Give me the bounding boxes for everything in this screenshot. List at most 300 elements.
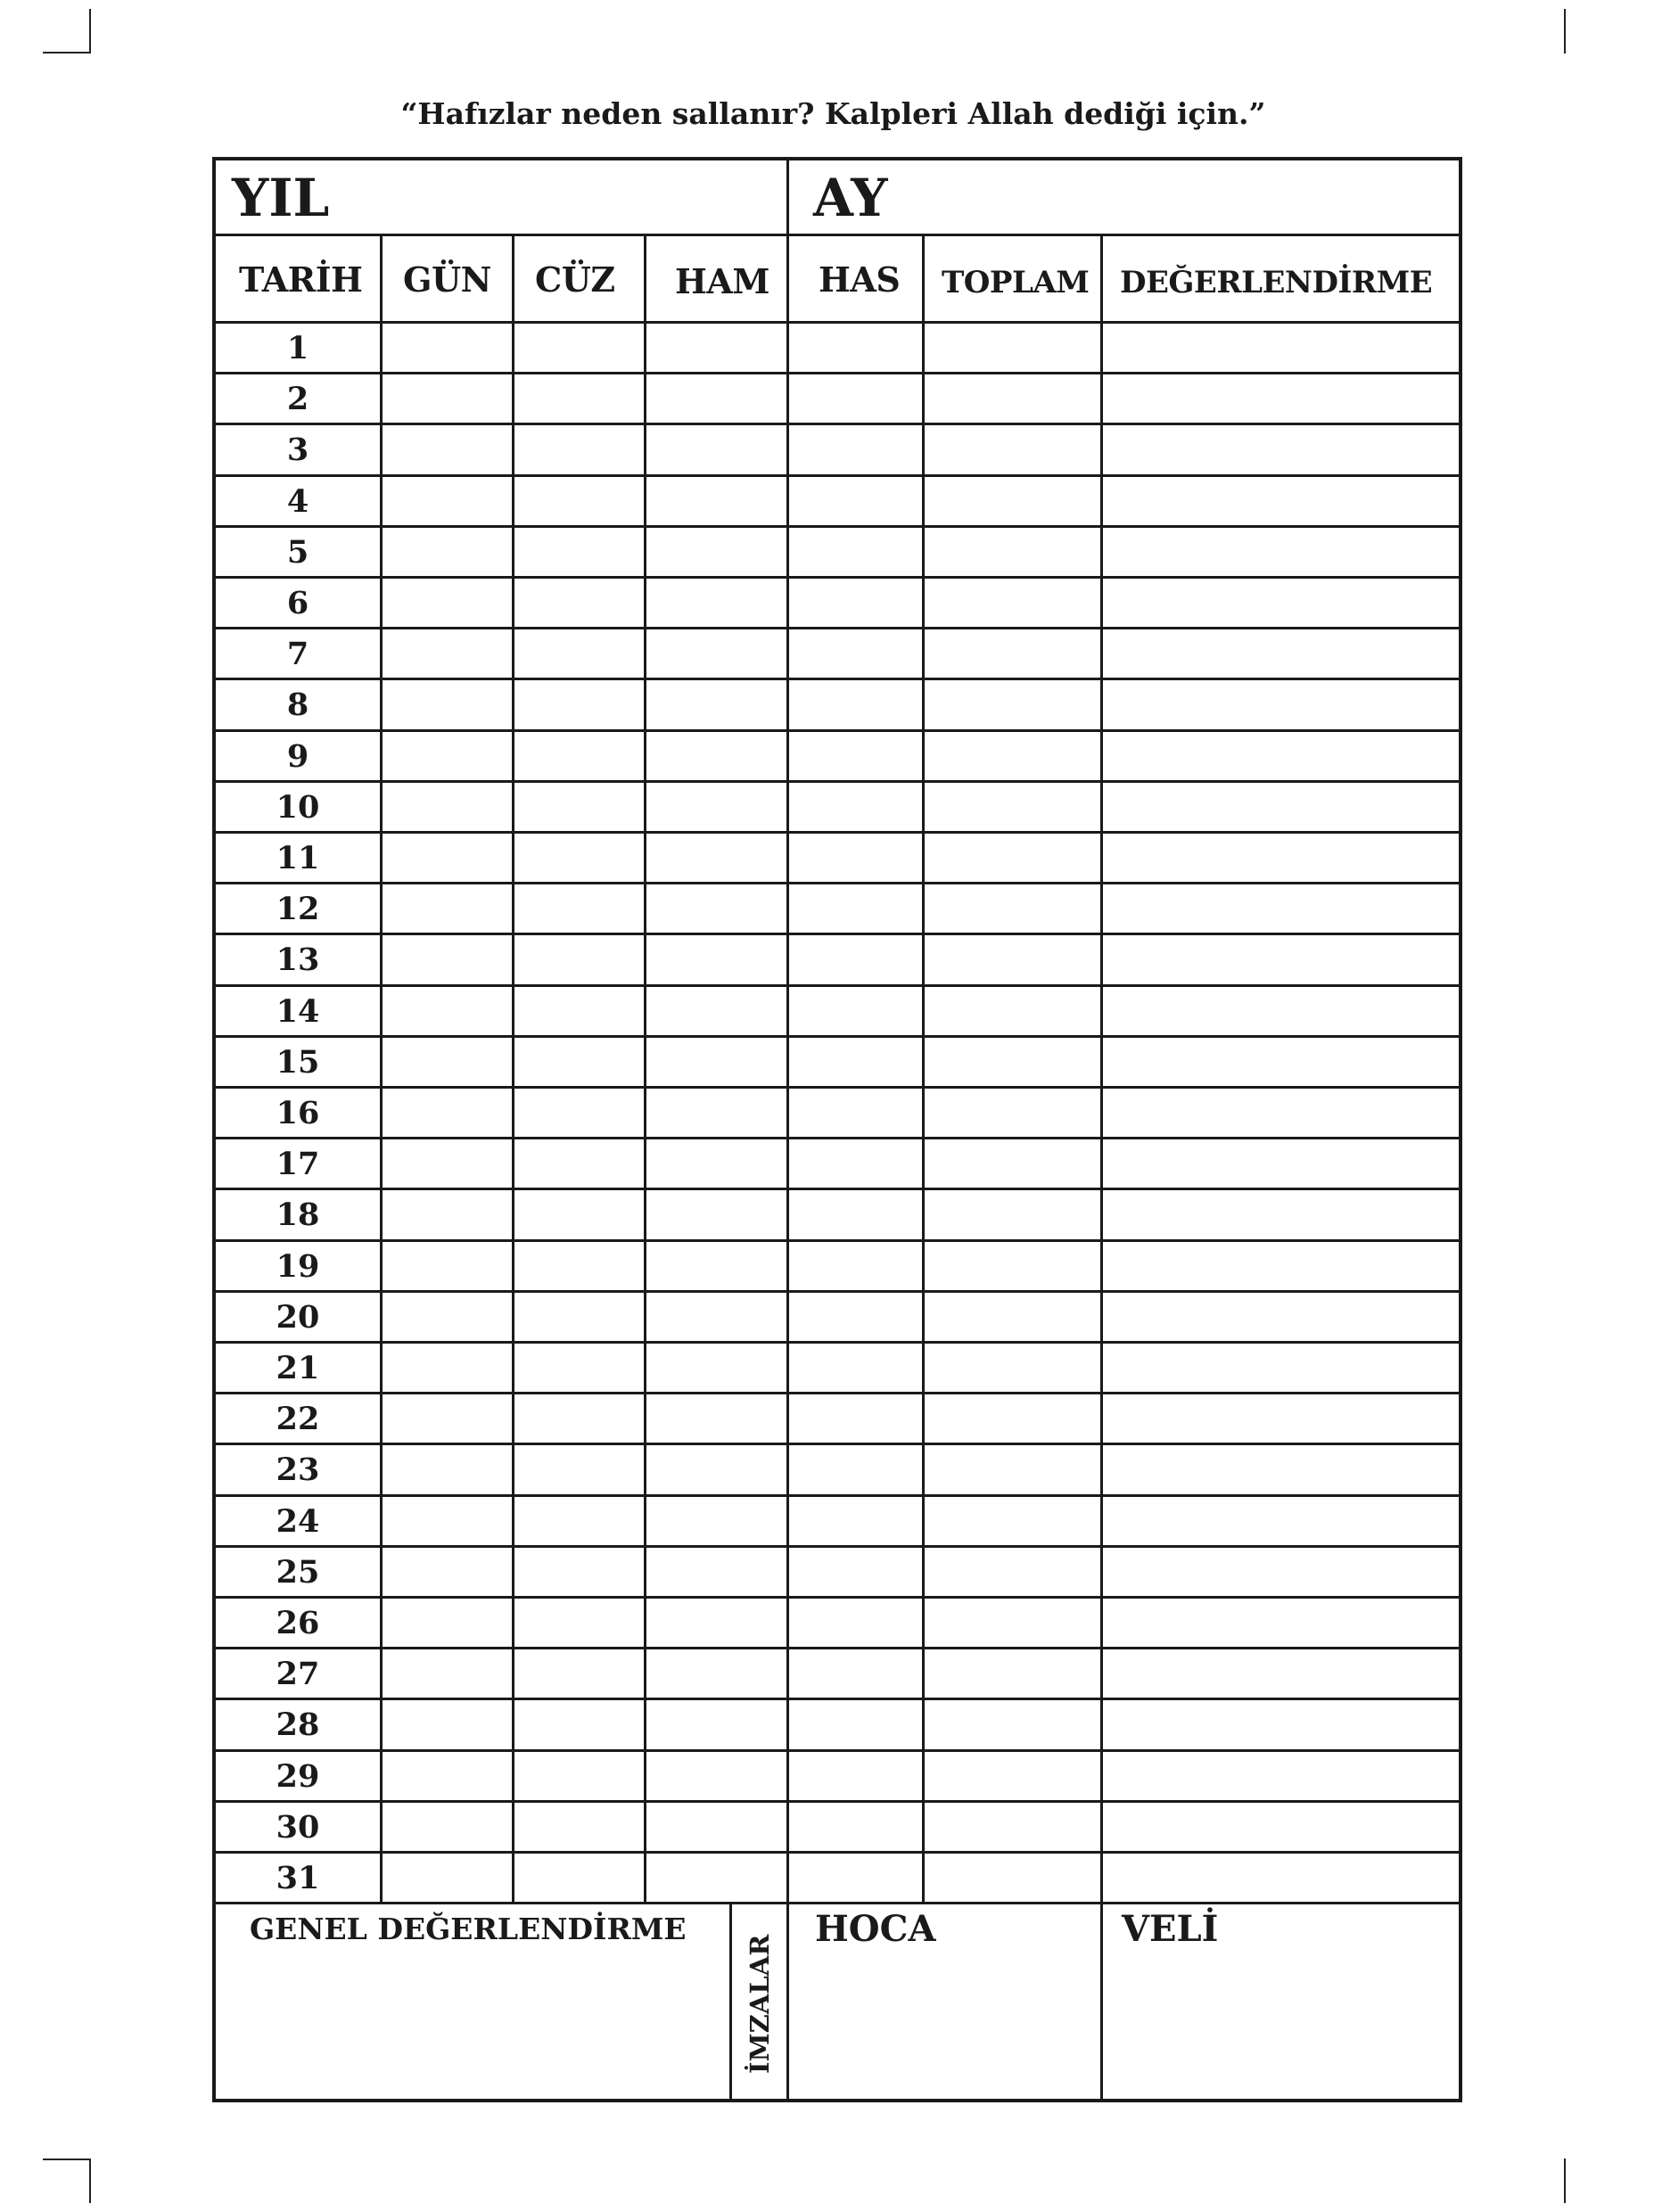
table-row xyxy=(216,1496,1459,1547)
cell-evaluation[interactable] xyxy=(1103,1598,1459,1649)
day-number: 17 xyxy=(276,1146,320,1182)
cell-total[interactable] xyxy=(925,424,1100,475)
day-number: 26 xyxy=(276,1605,320,1641)
cell-evaluation[interactable] xyxy=(1103,1547,1459,1598)
cell-juz[interactable] xyxy=(514,679,644,730)
cell-day[interactable] xyxy=(383,731,512,782)
cell-day[interactable] xyxy=(383,1444,512,1495)
cell-net[interactable] xyxy=(789,323,922,374)
cell-day[interactable] xyxy=(383,934,512,985)
cell-juz[interactable] xyxy=(514,476,644,527)
day-number: 20 xyxy=(276,1299,320,1336)
day-number: 1 xyxy=(286,330,309,366)
cell-raw[interactable] xyxy=(646,1598,786,1649)
cell-day[interactable] xyxy=(383,476,512,527)
cell-total[interactable] xyxy=(925,1802,1100,1853)
cell-evaluation[interactable] xyxy=(1103,527,1459,578)
table-row xyxy=(216,1189,1459,1240)
cell-net[interactable] xyxy=(789,986,922,1037)
cell-total[interactable] xyxy=(925,1853,1100,1904)
cell-total[interactable] xyxy=(925,1343,1100,1394)
cell-raw[interactable] xyxy=(646,1394,786,1444)
table-row xyxy=(216,1649,1459,1699)
day-number: 2 xyxy=(286,381,309,417)
cell-net[interactable] xyxy=(789,1292,922,1343)
cell-total[interactable] xyxy=(925,731,1100,782)
cell-day[interactable] xyxy=(383,1037,512,1088)
cell-net[interactable] xyxy=(789,1139,922,1189)
cell-evaluation[interactable] xyxy=(1103,1699,1459,1750)
cell-net[interactable] xyxy=(789,527,922,578)
cell-day[interactable] xyxy=(383,1343,512,1394)
row-divider xyxy=(216,1800,1459,1803)
cell-net[interactable] xyxy=(789,1649,922,1699)
parent-signature-field[interactable] xyxy=(1107,1953,1459,2095)
cell-day[interactable] xyxy=(383,323,512,374)
cell-day[interactable] xyxy=(383,578,512,629)
cell-day[interactable] xyxy=(383,1802,512,1853)
cell-net[interactable] xyxy=(789,679,922,730)
table-row xyxy=(216,374,1459,424)
row-divider xyxy=(216,1545,1459,1548)
cell-total[interactable] xyxy=(925,782,1100,833)
table-row xyxy=(216,629,1459,679)
day-number: 29 xyxy=(276,1758,320,1795)
month-field[interactable] xyxy=(920,160,1455,234)
table-row xyxy=(216,1037,1459,1088)
signatures-label: İMZALAR xyxy=(745,1934,775,2074)
day-number: 16 xyxy=(276,1095,320,1131)
row-divider xyxy=(216,1494,1459,1497)
cell-net[interactable] xyxy=(789,1751,922,1802)
cell-total[interactable] xyxy=(925,1496,1100,1547)
cell-total[interactable] xyxy=(925,323,1100,374)
cell-juz[interactable] xyxy=(514,1496,644,1547)
cell-raw[interactable] xyxy=(646,731,786,782)
cell-juz[interactable] xyxy=(514,1394,644,1444)
cell-evaluation[interactable] xyxy=(1103,323,1459,374)
day-number: 25 xyxy=(276,1554,320,1591)
cell-day[interactable] xyxy=(383,986,512,1037)
cell-total[interactable] xyxy=(925,1598,1100,1649)
cell-day[interactable] xyxy=(383,424,512,475)
table-row xyxy=(216,679,1459,730)
cell-raw[interactable] xyxy=(646,679,786,730)
table-row xyxy=(216,1088,1459,1139)
table-row xyxy=(216,1547,1459,1598)
cell-evaluation[interactable] xyxy=(1103,1343,1459,1394)
cell-evaluation[interactable] xyxy=(1103,629,1459,679)
cell-evaluation[interactable] xyxy=(1103,1853,1459,1904)
row-divider xyxy=(216,372,1459,374)
cell-total[interactable] xyxy=(925,629,1100,679)
day-number: 18 xyxy=(276,1196,320,1233)
cell-juz[interactable] xyxy=(514,1241,644,1292)
cell-net[interactable] xyxy=(789,1241,922,1292)
cell-day[interactable] xyxy=(383,1853,512,1904)
cell-raw[interactable] xyxy=(646,629,786,679)
row-divider xyxy=(216,1749,1459,1752)
page-quote: “Hafızlar neden sallanır? Kalpleri Allah dediği için.” xyxy=(400,96,1266,131)
column-divider xyxy=(512,234,514,1902)
cell-day[interactable] xyxy=(383,1751,512,1802)
cell-raw[interactable] xyxy=(646,323,786,374)
row-divider xyxy=(216,1851,1459,1854)
cell-raw[interactable] xyxy=(646,1343,786,1394)
cell-day[interactable] xyxy=(383,833,512,884)
cell-evaluation[interactable] xyxy=(1103,1802,1459,1853)
day-number: 13 xyxy=(276,942,320,978)
cell-total[interactable] xyxy=(925,1241,1100,1292)
cell-evaluation[interactable] xyxy=(1103,1292,1459,1343)
cell-juz[interactable] xyxy=(514,1088,644,1139)
cell-net[interactable] xyxy=(789,1699,922,1750)
daily-tracking-form xyxy=(212,157,1462,2102)
day-number: 19 xyxy=(276,1248,320,1285)
cell-evaluation[interactable] xyxy=(1103,1139,1459,1189)
cell-raw[interactable] xyxy=(646,884,786,934)
cell-juz[interactable] xyxy=(514,1751,644,1802)
row-divider xyxy=(216,525,1459,528)
row-divider xyxy=(216,1086,1459,1089)
cell-evaluation[interactable] xyxy=(1103,731,1459,782)
cell-raw[interactable] xyxy=(646,1802,786,1853)
crop-mark-top-right-vertical xyxy=(1564,9,1566,53)
column-divider xyxy=(922,234,925,1902)
table-row xyxy=(216,1802,1459,1853)
day-number: 8 xyxy=(286,687,309,723)
cell-evaluation[interactable] xyxy=(1103,1088,1459,1139)
cell-raw[interactable] xyxy=(646,1547,786,1598)
cell-net[interactable] xyxy=(789,1598,922,1649)
cell-juz[interactable] xyxy=(514,1699,644,1750)
cell-juz[interactable] xyxy=(514,1189,644,1240)
cell-raw[interactable] xyxy=(646,1699,786,1750)
cell-day[interactable] xyxy=(383,1189,512,1240)
header-divider xyxy=(216,234,1459,236)
row-divider xyxy=(216,882,1459,884)
teacher-signature-label: HOCA xyxy=(815,1908,936,1950)
row-divider xyxy=(216,1188,1459,1190)
cell-evaluation[interactable] xyxy=(1103,1444,1459,1495)
cell-evaluation[interactable] xyxy=(1103,1496,1459,1547)
cell-raw[interactable] xyxy=(646,833,786,884)
day-number: 11 xyxy=(276,840,320,876)
table-row xyxy=(216,1751,1459,1802)
cell-day[interactable] xyxy=(383,1699,512,1750)
row-divider xyxy=(216,729,1459,732)
cell-evaluation[interactable] xyxy=(1103,476,1459,527)
cell-raw[interactable] xyxy=(646,1292,786,1343)
table-row xyxy=(216,1241,1459,1292)
cell-day[interactable] xyxy=(383,1496,512,1547)
cell-day[interactable] xyxy=(383,1241,512,1292)
cell-juz[interactable] xyxy=(514,1139,644,1189)
table-row xyxy=(216,884,1459,934)
column-divider xyxy=(644,234,646,1902)
general-evaluation-field[interactable] xyxy=(216,1953,729,2095)
cell-evaluation[interactable] xyxy=(1103,374,1459,424)
cell-day[interactable] xyxy=(383,782,512,833)
cell-juz[interactable] xyxy=(514,731,644,782)
cell-evaluation[interactable] xyxy=(1103,1751,1459,1802)
cell-net[interactable] xyxy=(789,731,922,782)
cell-raw[interactable] xyxy=(646,986,786,1037)
row-divider xyxy=(216,678,1459,680)
cell-juz[interactable] xyxy=(514,1292,644,1343)
cell-net[interactable] xyxy=(789,578,922,629)
cell-total[interactable] xyxy=(925,833,1100,884)
cell-evaluation[interactable] xyxy=(1103,679,1459,730)
cell-total[interactable] xyxy=(925,527,1100,578)
crop-mark-bottom-right-vertical xyxy=(1564,2159,1566,2203)
cell-total[interactable] xyxy=(925,1037,1100,1088)
cell-net[interactable] xyxy=(789,1802,922,1853)
cell-raw[interactable] xyxy=(646,1444,786,1495)
day-number: 14 xyxy=(276,993,320,1030)
cell-net[interactable] xyxy=(789,1343,922,1394)
table-row xyxy=(216,986,1459,1037)
cell-evaluation[interactable] xyxy=(1103,578,1459,629)
cell-evaluation[interactable] xyxy=(1103,833,1459,884)
table-row xyxy=(216,731,1459,782)
cell-evaluation[interactable] xyxy=(1103,1394,1459,1444)
cell-total[interactable] xyxy=(925,1547,1100,1598)
day-number: 21 xyxy=(276,1350,320,1386)
cell-evaluation[interactable] xyxy=(1103,884,1459,934)
cell-raw[interactable] xyxy=(646,1649,786,1699)
cell-day[interactable] xyxy=(383,884,512,934)
cell-juz[interactable] xyxy=(514,323,644,374)
cell-day[interactable] xyxy=(383,679,512,730)
cell-juz[interactable] xyxy=(514,1343,644,1394)
cell-raw[interactable] xyxy=(646,527,786,578)
cell-day[interactable] xyxy=(383,374,512,424)
column-header-day: GÜN xyxy=(403,259,491,300)
day-number: 23 xyxy=(276,1451,320,1488)
cell-net[interactable] xyxy=(789,1037,922,1088)
day-number: 12 xyxy=(276,891,320,927)
row-divider xyxy=(216,1239,1459,1242)
cell-net[interactable] xyxy=(789,1547,922,1598)
day-number: 28 xyxy=(276,1706,320,1743)
cell-juz[interactable] xyxy=(514,1444,644,1495)
cell-day[interactable] xyxy=(383,1292,512,1343)
cell-juz[interactable] xyxy=(514,833,644,884)
cell-day[interactable] xyxy=(383,1598,512,1649)
cell-total[interactable] xyxy=(925,884,1100,934)
cell-total[interactable] xyxy=(925,1189,1100,1240)
cell-day[interactable] xyxy=(383,527,512,578)
column-header-juz: CÜZ xyxy=(535,259,615,300)
cell-total[interactable] xyxy=(925,1751,1100,1802)
row-divider xyxy=(216,831,1459,834)
table-row xyxy=(216,1444,1459,1495)
cell-raw[interactable] xyxy=(646,476,786,527)
cell-evaluation[interactable] xyxy=(1103,782,1459,833)
cell-total[interactable] xyxy=(925,578,1100,629)
cell-net[interactable] xyxy=(789,782,922,833)
table-row xyxy=(216,1598,1459,1649)
row-divider xyxy=(216,984,1459,987)
table-row xyxy=(216,1292,1459,1343)
cell-net[interactable] xyxy=(789,476,922,527)
cell-day[interactable] xyxy=(383,1547,512,1598)
cell-net[interactable] xyxy=(789,1496,922,1547)
day-number: 24 xyxy=(276,1503,320,1540)
cell-net[interactable] xyxy=(789,884,922,934)
column-header-net: HAS xyxy=(819,259,901,300)
cell-net[interactable] xyxy=(789,1853,922,1904)
cell-total[interactable] xyxy=(925,986,1100,1037)
footer-divider-signatures-left xyxy=(729,1902,732,2099)
cell-evaluation[interactable] xyxy=(1103,1189,1459,1240)
table-row xyxy=(216,424,1459,475)
cell-juz[interactable] xyxy=(514,1547,644,1598)
table-row xyxy=(216,833,1459,884)
general-evaluation-label: GENEL DEĞERLENDİRME xyxy=(250,1912,687,1946)
cell-evaluation[interactable] xyxy=(1103,1241,1459,1292)
cell-juz[interactable] xyxy=(514,1649,644,1699)
row-divider xyxy=(216,1035,1459,1038)
footer-divider-signatures-right xyxy=(786,1902,789,2099)
cell-evaluation[interactable] xyxy=(1103,1649,1459,1699)
cell-juz[interactable] xyxy=(514,934,644,985)
cell-raw[interactable] xyxy=(646,1189,786,1240)
cell-raw[interactable] xyxy=(646,1088,786,1139)
column-header-evaluation: DEĞERLENDİRME xyxy=(1120,265,1433,300)
cell-day[interactable] xyxy=(383,1139,512,1189)
row-divider xyxy=(216,627,1459,629)
cell-raw[interactable] xyxy=(646,1241,786,1292)
day-number: 22 xyxy=(276,1401,320,1437)
cell-net[interactable] xyxy=(789,1088,922,1139)
cell-raw[interactable] xyxy=(646,1037,786,1088)
cell-net[interactable] xyxy=(789,1444,922,1495)
cell-day[interactable] xyxy=(383,1649,512,1699)
cell-juz[interactable] xyxy=(514,1802,644,1853)
cell-raw[interactable] xyxy=(646,1496,786,1547)
cell-raw[interactable] xyxy=(646,374,786,424)
cell-net[interactable] xyxy=(789,374,922,424)
cell-total[interactable] xyxy=(925,1444,1100,1495)
cell-total[interactable] xyxy=(925,374,1100,424)
day-number: 30 xyxy=(276,1809,320,1846)
year-label: YIL xyxy=(232,168,330,228)
table-row xyxy=(216,527,1459,578)
row-divider xyxy=(216,1392,1459,1394)
cell-evaluation[interactable] xyxy=(1103,934,1459,985)
cell-juz[interactable] xyxy=(514,782,644,833)
cell-net[interactable] xyxy=(789,629,922,679)
cell-juz[interactable] xyxy=(514,986,644,1037)
row-divider xyxy=(216,1443,1459,1445)
row-divider xyxy=(216,1341,1459,1344)
cell-juz[interactable] xyxy=(514,424,644,475)
cell-total[interactable] xyxy=(925,1088,1100,1139)
day-number: 31 xyxy=(276,1860,320,1896)
column-header-date: TARİH xyxy=(239,259,363,300)
day-number: 9 xyxy=(286,738,309,775)
day-number: 4 xyxy=(286,483,309,520)
cell-raw[interactable] xyxy=(646,782,786,833)
table-row xyxy=(216,1139,1459,1189)
crop-mark-bottom-left-horizontal xyxy=(43,2159,91,2160)
cell-total[interactable] xyxy=(925,1139,1100,1189)
day-number: 7 xyxy=(286,636,309,672)
footer-divider-teacher-parent xyxy=(1100,1902,1103,2099)
table-row xyxy=(216,578,1459,629)
row-divider xyxy=(216,1290,1459,1293)
day-number: 3 xyxy=(286,432,309,468)
column-divider xyxy=(380,234,383,1902)
cell-juz[interactable] xyxy=(514,527,644,578)
cell-juz[interactable] xyxy=(514,884,644,934)
month-label: AY xyxy=(813,168,888,228)
cell-evaluation[interactable] xyxy=(1103,1037,1459,1088)
table-row xyxy=(216,323,1459,374)
cell-raw[interactable] xyxy=(646,578,786,629)
parent-signature-label: VELİ xyxy=(1122,1908,1219,1950)
cell-day[interactable] xyxy=(383,1088,512,1139)
table-row xyxy=(216,476,1459,527)
cell-total[interactable] xyxy=(925,1292,1100,1343)
cell-juz[interactable] xyxy=(514,1853,644,1904)
cell-total[interactable] xyxy=(925,679,1100,730)
cell-day[interactable] xyxy=(383,1394,512,1444)
row-divider xyxy=(216,1647,1459,1649)
column-header-divider xyxy=(216,321,1459,324)
cell-raw[interactable] xyxy=(646,934,786,985)
row-divider xyxy=(216,474,1459,477)
cell-juz[interactable] xyxy=(514,374,644,424)
row-divider xyxy=(216,1698,1459,1700)
cell-net[interactable] xyxy=(789,424,922,475)
row-divider xyxy=(216,1596,1459,1599)
day-number: 10 xyxy=(276,789,320,826)
cell-evaluation[interactable] xyxy=(1103,424,1459,475)
cell-raw[interactable] xyxy=(646,1751,786,1802)
cell-net[interactable] xyxy=(789,833,922,884)
cell-juz[interactable] xyxy=(514,578,644,629)
cell-total[interactable] xyxy=(925,1394,1100,1444)
row-divider xyxy=(216,780,1459,783)
table-row xyxy=(216,1699,1459,1750)
cell-total[interactable] xyxy=(925,1699,1100,1750)
cell-day[interactable] xyxy=(383,629,512,679)
cell-raw[interactable] xyxy=(646,1853,786,1904)
cell-net[interactable] xyxy=(789,1394,922,1444)
table-row xyxy=(216,1394,1459,1444)
cell-total[interactable] xyxy=(925,934,1100,985)
cell-total[interactable] xyxy=(925,1649,1100,1699)
cell-juz[interactable] xyxy=(514,629,644,679)
cell-evaluation[interactable] xyxy=(1103,986,1459,1037)
day-number: 6 xyxy=(286,585,309,621)
cell-raw[interactable] xyxy=(646,1139,786,1189)
year-field[interactable] xyxy=(372,160,773,234)
day-number: 15 xyxy=(276,1044,320,1081)
cell-net[interactable] xyxy=(789,1189,922,1240)
cell-raw[interactable] xyxy=(646,424,786,475)
cell-total[interactable] xyxy=(925,476,1100,527)
teacher-signature-field[interactable] xyxy=(788,1953,1105,2095)
row-divider xyxy=(216,1137,1459,1139)
cell-net[interactable] xyxy=(789,934,922,985)
cell-juz[interactable] xyxy=(514,1037,644,1088)
day-number: 27 xyxy=(276,1656,320,1692)
cell-juz[interactable] xyxy=(514,1598,644,1649)
